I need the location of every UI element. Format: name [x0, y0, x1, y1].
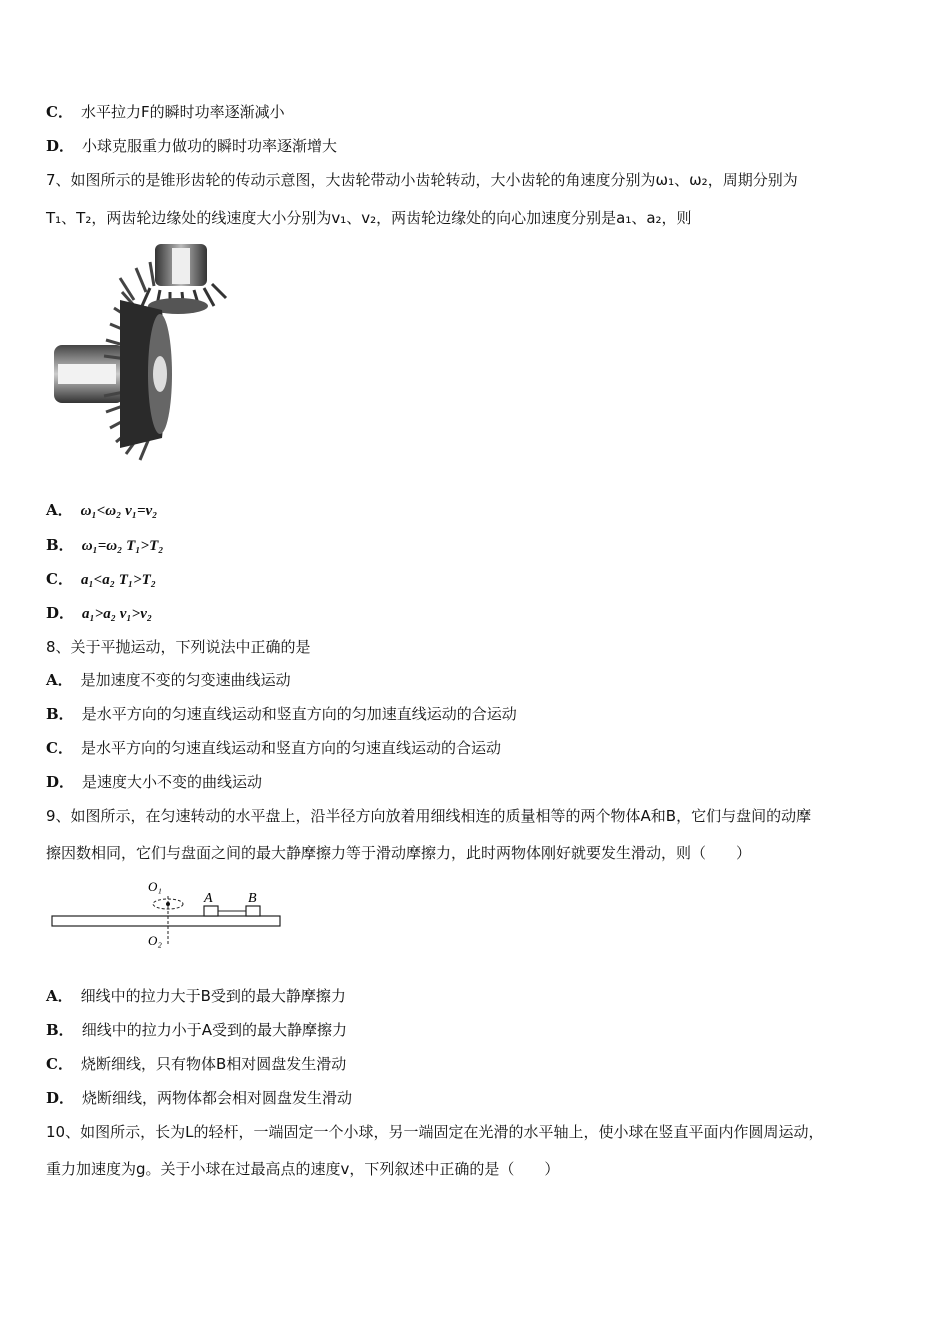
large-gear-center — [153, 356, 167, 392]
q9-stem-line1: 9、如图所示，在匀速转动的水平盘上，沿半径方向放着用细线相连的质量相等的两个物体A和B，它们与盘间的动摩 — [46, 807, 812, 825]
q9-option-c: C． 烧断细线，只有物体B相对圆盘发生滑动 — [46, 1055, 347, 1073]
q9-option-a: A． 细线中的拉力大于B受到的最大静摩擦力 — [46, 987, 346, 1005]
q9-option-b: B． 细线中的拉力小于A受到的最大静摩擦力 — [46, 1021, 347, 1039]
large-gear-bore — [58, 364, 116, 384]
q7-option-b: B． ω₁=ω₂ T₁>T₂ — [46, 536, 164, 554]
q8-option-c: C． 是水平方向的匀速直线运动和竖直方向的匀速直线运动的合运动 — [46, 739, 501, 757]
small-gear-bore — [172, 248, 190, 284]
q8-option-b: B． 是水平方向的匀速直线运动和竖直方向的匀加速直线运动的合运动 — [46, 705, 517, 723]
q6-option-d: D． 小球克服重力做功的瞬时功率逐渐增大 — [46, 137, 338, 155]
block-a — [204, 906, 218, 916]
label-a: A — [204, 891, 213, 906]
q7-stem-line1: 7、如图所示的是锥形齿轮的传动示意图，大齿轮带动小齿轮转动，大小齿轮的角速度分别为ω₁、ω₂，周期分别为 — [46, 171, 798, 189]
q9-option-d: D． 烧断细线，两物体都会相对圆盘发生滑动 — [46, 1089, 353, 1107]
bevel-gear-figure — [50, 240, 240, 465]
q8-option-d: D． 是速度大小不变的曲线运动 — [46, 773, 263, 791]
q10-stem-line1: 10、如图所示，长为L的轻杆，一端固定一个小球，另一端固定在光滑的水平轴上，使小球在竖直平面内作圆周运动， — [46, 1123, 824, 1141]
q10-stem-line2: 重力加速度为g。关于小球在过最高点的速度v，下列叙述中正确的是（ ） — [46, 1160, 560, 1178]
q7-option-c: C． a₁<a₂ T₁>T₂ — [46, 570, 157, 588]
q8-option-a: A． 是加速度不变的匀变速曲线运动 — [46, 671, 291, 689]
q6-option-c: C． 水平拉力F的瞬时功率逐渐减小 — [46, 103, 285, 121]
label-b: B — [248, 891, 257, 906]
q7-option-d: D． a₁>a₂ v₁>v₂ — [46, 604, 153, 622]
label-o2: O₂ — [148, 933, 162, 948]
turntable-disc — [52, 916, 280, 926]
block-b — [246, 906, 260, 916]
q7-stem-line2: T₁、T₂，两齿轮边缘处的线速度大小分别为v₁、v₂，两齿轮边缘处的向心加速度分别是a₁、a₂，则 — [46, 209, 692, 227]
q9-stem-line2: 擦因数相同，它们与盘面之间的最大静摩擦力等于滑动摩擦力，此时两物体刚好就要发生滑动，则（ ） — [46, 844, 752, 862]
turntable-figure — [48, 876, 288, 952]
q7-option-a: A． ω₁<ω₂ v₁=v₂ — [46, 501, 158, 519]
q8-stem: 8、关于平抛运动，下列说法中正确的是 — [46, 638, 311, 656]
axis-point-o1 — [166, 902, 170, 906]
label-o1: O₁ — [148, 879, 162, 894]
